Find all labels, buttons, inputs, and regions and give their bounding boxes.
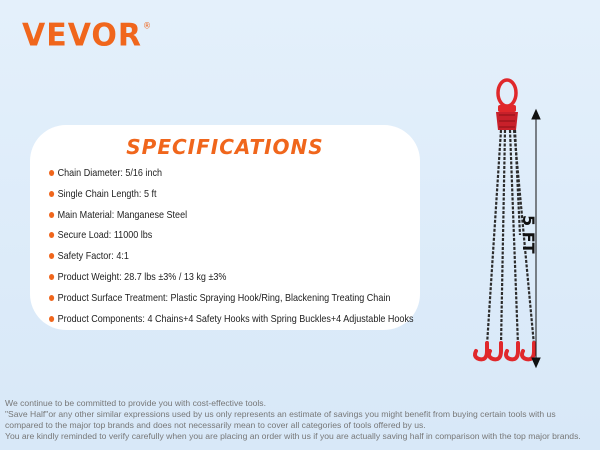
disclaimer-line: You are kindly reminded to verify carefully when you are placing an order with us if you are actually saving half in comparison with the top major brands. [5,431,581,441]
brand-logo [22,17,151,54]
bullet-icon [49,191,54,197]
spec-item [49,267,413,287]
brand-name: VEVOR [22,17,143,54]
disclaimer-line: compared to the major top brands and does not necessarily mean to cover all categories of tools offered by us. [5,420,426,430]
spec-item [49,288,413,308]
bullet-icon [49,253,54,259]
spec-text: Single Chain Length: 5 ft [57,187,157,200]
spec-item [49,184,413,204]
spec-text: Chain Diameter: 5/16 inch [57,167,163,179]
spec-text: Product Components: 4 Chains+4 Safety Hooks with Spring Buckles+4 Adjustable Hooks [57,312,414,325]
spec-item [49,246,413,266]
bullet-icon [49,232,54,238]
bullet-icon [49,212,54,218]
spec-item [49,225,413,245]
safety-hooks [475,343,534,359]
master-link [496,80,518,130]
bullet-icon [49,274,54,280]
spec-list [49,163,473,329]
spec-text: Main Material: Manganese Steel [57,208,188,221]
registered-mark: ® [143,21,153,31]
bullet-icon [49,316,54,322]
spec-item [49,163,413,183]
bullet-icon [49,170,54,176]
spec-item [49,309,413,329]
disclaimer-line: "Save Half"or any other similar expressions used by us only represents an estimate of savings you might benefit from buying certain tools with us [5,409,556,419]
length-dimension-label: 5 FT [519,215,538,254]
spec-text: Product Weight: 28.7 lbs ±3% / 13 kg ±3% [57,270,227,283]
disclaimer [5,398,600,442]
bullet-icon [49,295,54,301]
spec-text: Product Surface Treatment: Plastic Spraying Hook/Ring, Blackening Treating Chain [57,291,391,304]
spec-item [49,205,413,225]
spec-text: Secure Load: 11000 lbs [57,229,153,242]
specifications-card [30,125,420,330]
disclaimer-line: We continue to be committed to provide you with cost-effective tools. [5,398,266,408]
spec-text: Safety Factor: 4:1 [57,250,129,263]
specifications-title: SPECIFICATIONS [126,135,324,159]
